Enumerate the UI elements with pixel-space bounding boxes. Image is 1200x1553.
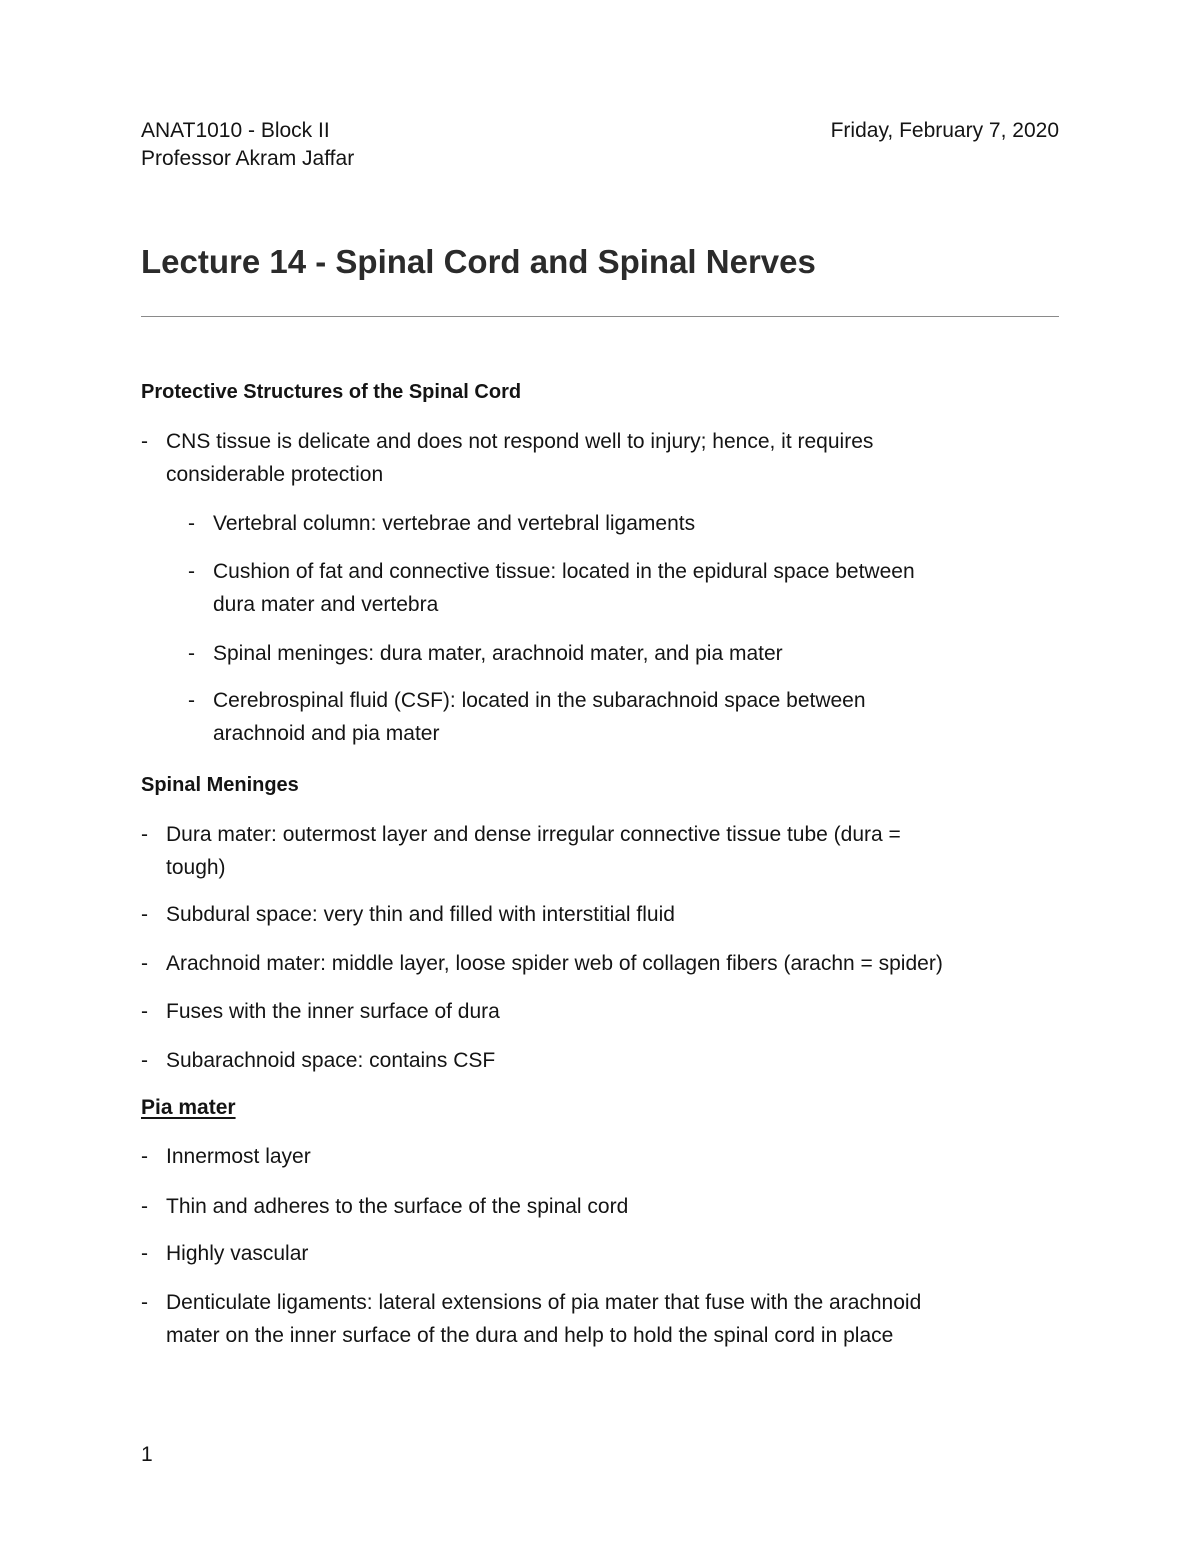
bullet-dash: - — [188, 642, 195, 665]
list-item — [141, 1044, 496, 1077]
list-item-text: dura mater and vertebra — [213, 593, 439, 616]
bullet-dash: - — [141, 1145, 148, 1168]
list-item-text: arachnoid and pia mater — [213, 722, 440, 745]
bullet-dash: - — [141, 952, 148, 975]
list-item-text: CNS tissue is delicate and does not respond well to injury; hence, it requires — [166, 430, 874, 453]
page-title: Lecture 14 - Spinal Cord and Spinal Nerves — [141, 243, 816, 280]
bullet-dash: - — [141, 903, 148, 926]
list-item — [141, 1286, 922, 1352]
list-item — [188, 555, 915, 621]
list-item-text: Cerebrospinal fluid (CSF): located in the subarachnoid space between — [213, 689, 866, 712]
bullet-dash: - — [188, 560, 195, 583]
list-item-text: Dura mater: outermost layer and dense irregular connective tissue tube (dura = — [166, 823, 901, 846]
bullet-dash: - — [141, 430, 148, 453]
list-item — [141, 1140, 311, 1173]
bullet-dash: - — [188, 689, 195, 712]
list-item-text: Denticulate ligaments: lateral extensions of pia mater that fuse with the arachnoid — [166, 1291, 922, 1314]
list-item — [141, 1237, 309, 1270]
list-item — [188, 684, 866, 750]
list-item-text: Subdural space: very thin and filled with interstitial fluid — [166, 903, 675, 926]
list-item-text: Spinal meninges: dura mater, arachnoid mater, and pia mater — [213, 642, 783, 665]
bullet-dash: - — [188, 512, 195, 535]
list-item — [141, 1190, 629, 1223]
list-item-text: Arachnoid mater: middle layer, loose spider web of collagen fibers (arachn = spider) — [166, 952, 943, 975]
bullet-dash: - — [141, 1195, 148, 1218]
title-divider — [141, 316, 1059, 317]
list-item-text: Fuses with the inner surface of dura — [166, 1000, 500, 1023]
list-item-text: Vertebral column: vertebrae and vertebral ligaments — [213, 512, 696, 535]
list-item-text: Highly vascular — [166, 1242, 309, 1265]
list-item-text: Cushion of fat and connective tissue: located in the epidural space between — [213, 560, 915, 583]
list-item-text: Innermost layer — [166, 1145, 311, 1168]
page-number: 1 — [141, 1443, 153, 1466]
bullet-dash: - — [141, 1242, 148, 1265]
list-item — [141, 947, 943, 980]
list-item-text: considerable protection — [166, 463, 384, 486]
subsection-heading-pia-mater: Pia mater — [141, 1096, 236, 1119]
lecture-date: Friday, February 7, 2020 — [830, 119, 1059, 142]
list-item-text: tough) — [166, 856, 226, 879]
bullet-dash: - — [141, 1049, 148, 1072]
list-item-text: Thin and adheres to the surface of the spinal cord — [166, 1195, 629, 1218]
list-item — [141, 898, 675, 931]
section-heading-spinal-meninges: Spinal Meninges — [141, 774, 299, 796]
bullet-dash: - — [141, 823, 148, 846]
list-item — [141, 425, 874, 491]
list-item — [141, 995, 500, 1028]
list-item — [188, 637, 783, 670]
section-heading-protective-structures: Protective Structures of the Spinal Cord — [141, 381, 522, 403]
list-item-text: mater on the inner surface of the dura and help to hold the spinal cord in place — [166, 1324, 894, 1347]
bullet-dash: - — [141, 1000, 148, 1023]
course-label: ANAT1010 - Block II — [141, 119, 330, 142]
bullet-dash: - — [141, 1291, 148, 1314]
list-item — [141, 818, 901, 884]
professor-name: Professor Akram Jaffar — [141, 147, 355, 170]
list-item-text: Subarachnoid space: contains CSF — [166, 1049, 496, 1072]
list-item — [188, 507, 696, 540]
